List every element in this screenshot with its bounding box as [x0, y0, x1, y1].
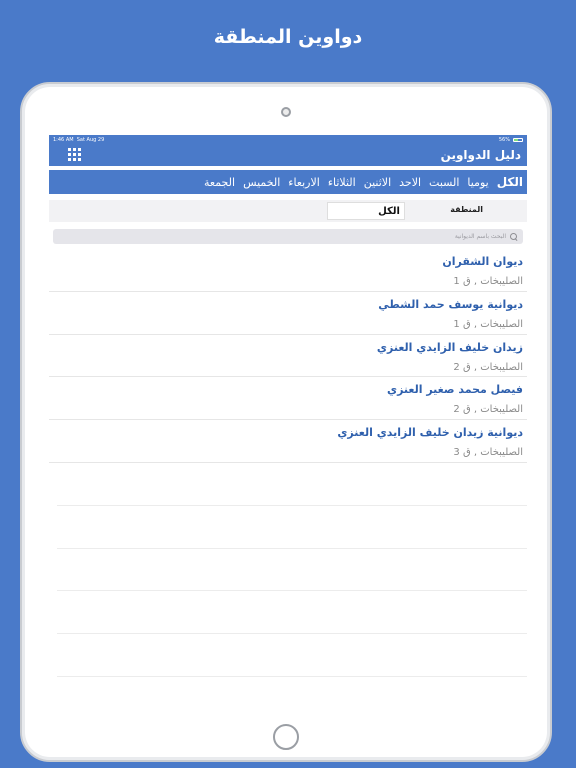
item-location: الصليبخات , ق 2	[453, 404, 523, 416]
camera-icon	[281, 107, 291, 117]
tab-monday[interactable]: الاثنين	[363, 175, 392, 189]
list-item[interactable]	[49, 420, 527, 463]
nav-bar	[49, 144, 527, 166]
tab-wednesday[interactable]: الاربعاء	[288, 175, 320, 189]
grid-menu-icon[interactable]	[68, 148, 81, 161]
list-item[interactable]	[49, 249, 527, 292]
item-location: الصليبخات , ق 1	[453, 276, 523, 287]
tab-saturday[interactable]: السبت	[429, 175, 460, 189]
tab-daily[interactable]: يوميا	[467, 175, 489, 189]
tab-tuesday[interactable]: الثلاثاء	[327, 175, 356, 189]
tab-friday[interactable]: الجمعة	[203, 175, 236, 189]
item-name: ديوان الشقران	[442, 255, 523, 268]
day-filter-tabs	[49, 170, 527, 194]
status-bar	[49, 135, 527, 144]
empty-row	[57, 591, 527, 634]
empty-row	[57, 463, 527, 506]
page-title: دليل الدواوين	[440, 148, 521, 162]
item-name: فيصل محمد صغير العنزي	[386, 383, 523, 397]
item-name: ديوانية زيدان خليف الزايدي العنزي	[337, 426, 523, 440]
list-item[interactable]	[49, 377, 527, 420]
promo-title: دواوين المنطقة	[213, 26, 363, 48]
status-time-date: 1:46 AM Sat Aug 29	[53, 136, 105, 143]
tab-sunday[interactable]: الاحد	[399, 175, 422, 189]
list-item[interactable]	[49, 335, 527, 378]
list-item[interactable]	[49, 292, 527, 335]
search-input[interactable]	[106, 233, 506, 240]
tablet-frame	[20, 82, 552, 762]
search-icon	[510, 233, 517, 240]
tab-thursday[interactable]: الخميس	[243, 175, 281, 189]
region-label: المنطقة	[450, 205, 483, 214]
status-indicators	[499, 137, 523, 143]
item-location: الصليبخات , ق 1	[453, 318, 523, 330]
empty-row	[57, 634, 527, 677]
region-filter	[49, 200, 527, 222]
empty-row	[57, 549, 527, 592]
home-button[interactable]	[273, 724, 299, 750]
item-location: الصليبخات , ق 2	[453, 361, 523, 373]
item-name: زيدان خليف الزايدي العنزي	[376, 340, 523, 354]
item-name: ديوانية يوسف حمد الشطي	[378, 297, 523, 311]
battery-percent: 56%	[498, 136, 510, 143]
search-bar[interactable]	[53, 229, 523, 244]
tab-all[interactable]: الكل	[496, 175, 523, 189]
diwaniya-list	[49, 249, 527, 713]
item-location: الصليبخات , ق 3	[453, 447, 523, 459]
region-select[interactable]: الكل	[327, 202, 405, 220]
app-screen	[49, 135, 527, 713]
battery-icon	[513, 138, 523, 142]
empty-row	[57, 677, 527, 713]
empty-row	[57, 506, 527, 549]
